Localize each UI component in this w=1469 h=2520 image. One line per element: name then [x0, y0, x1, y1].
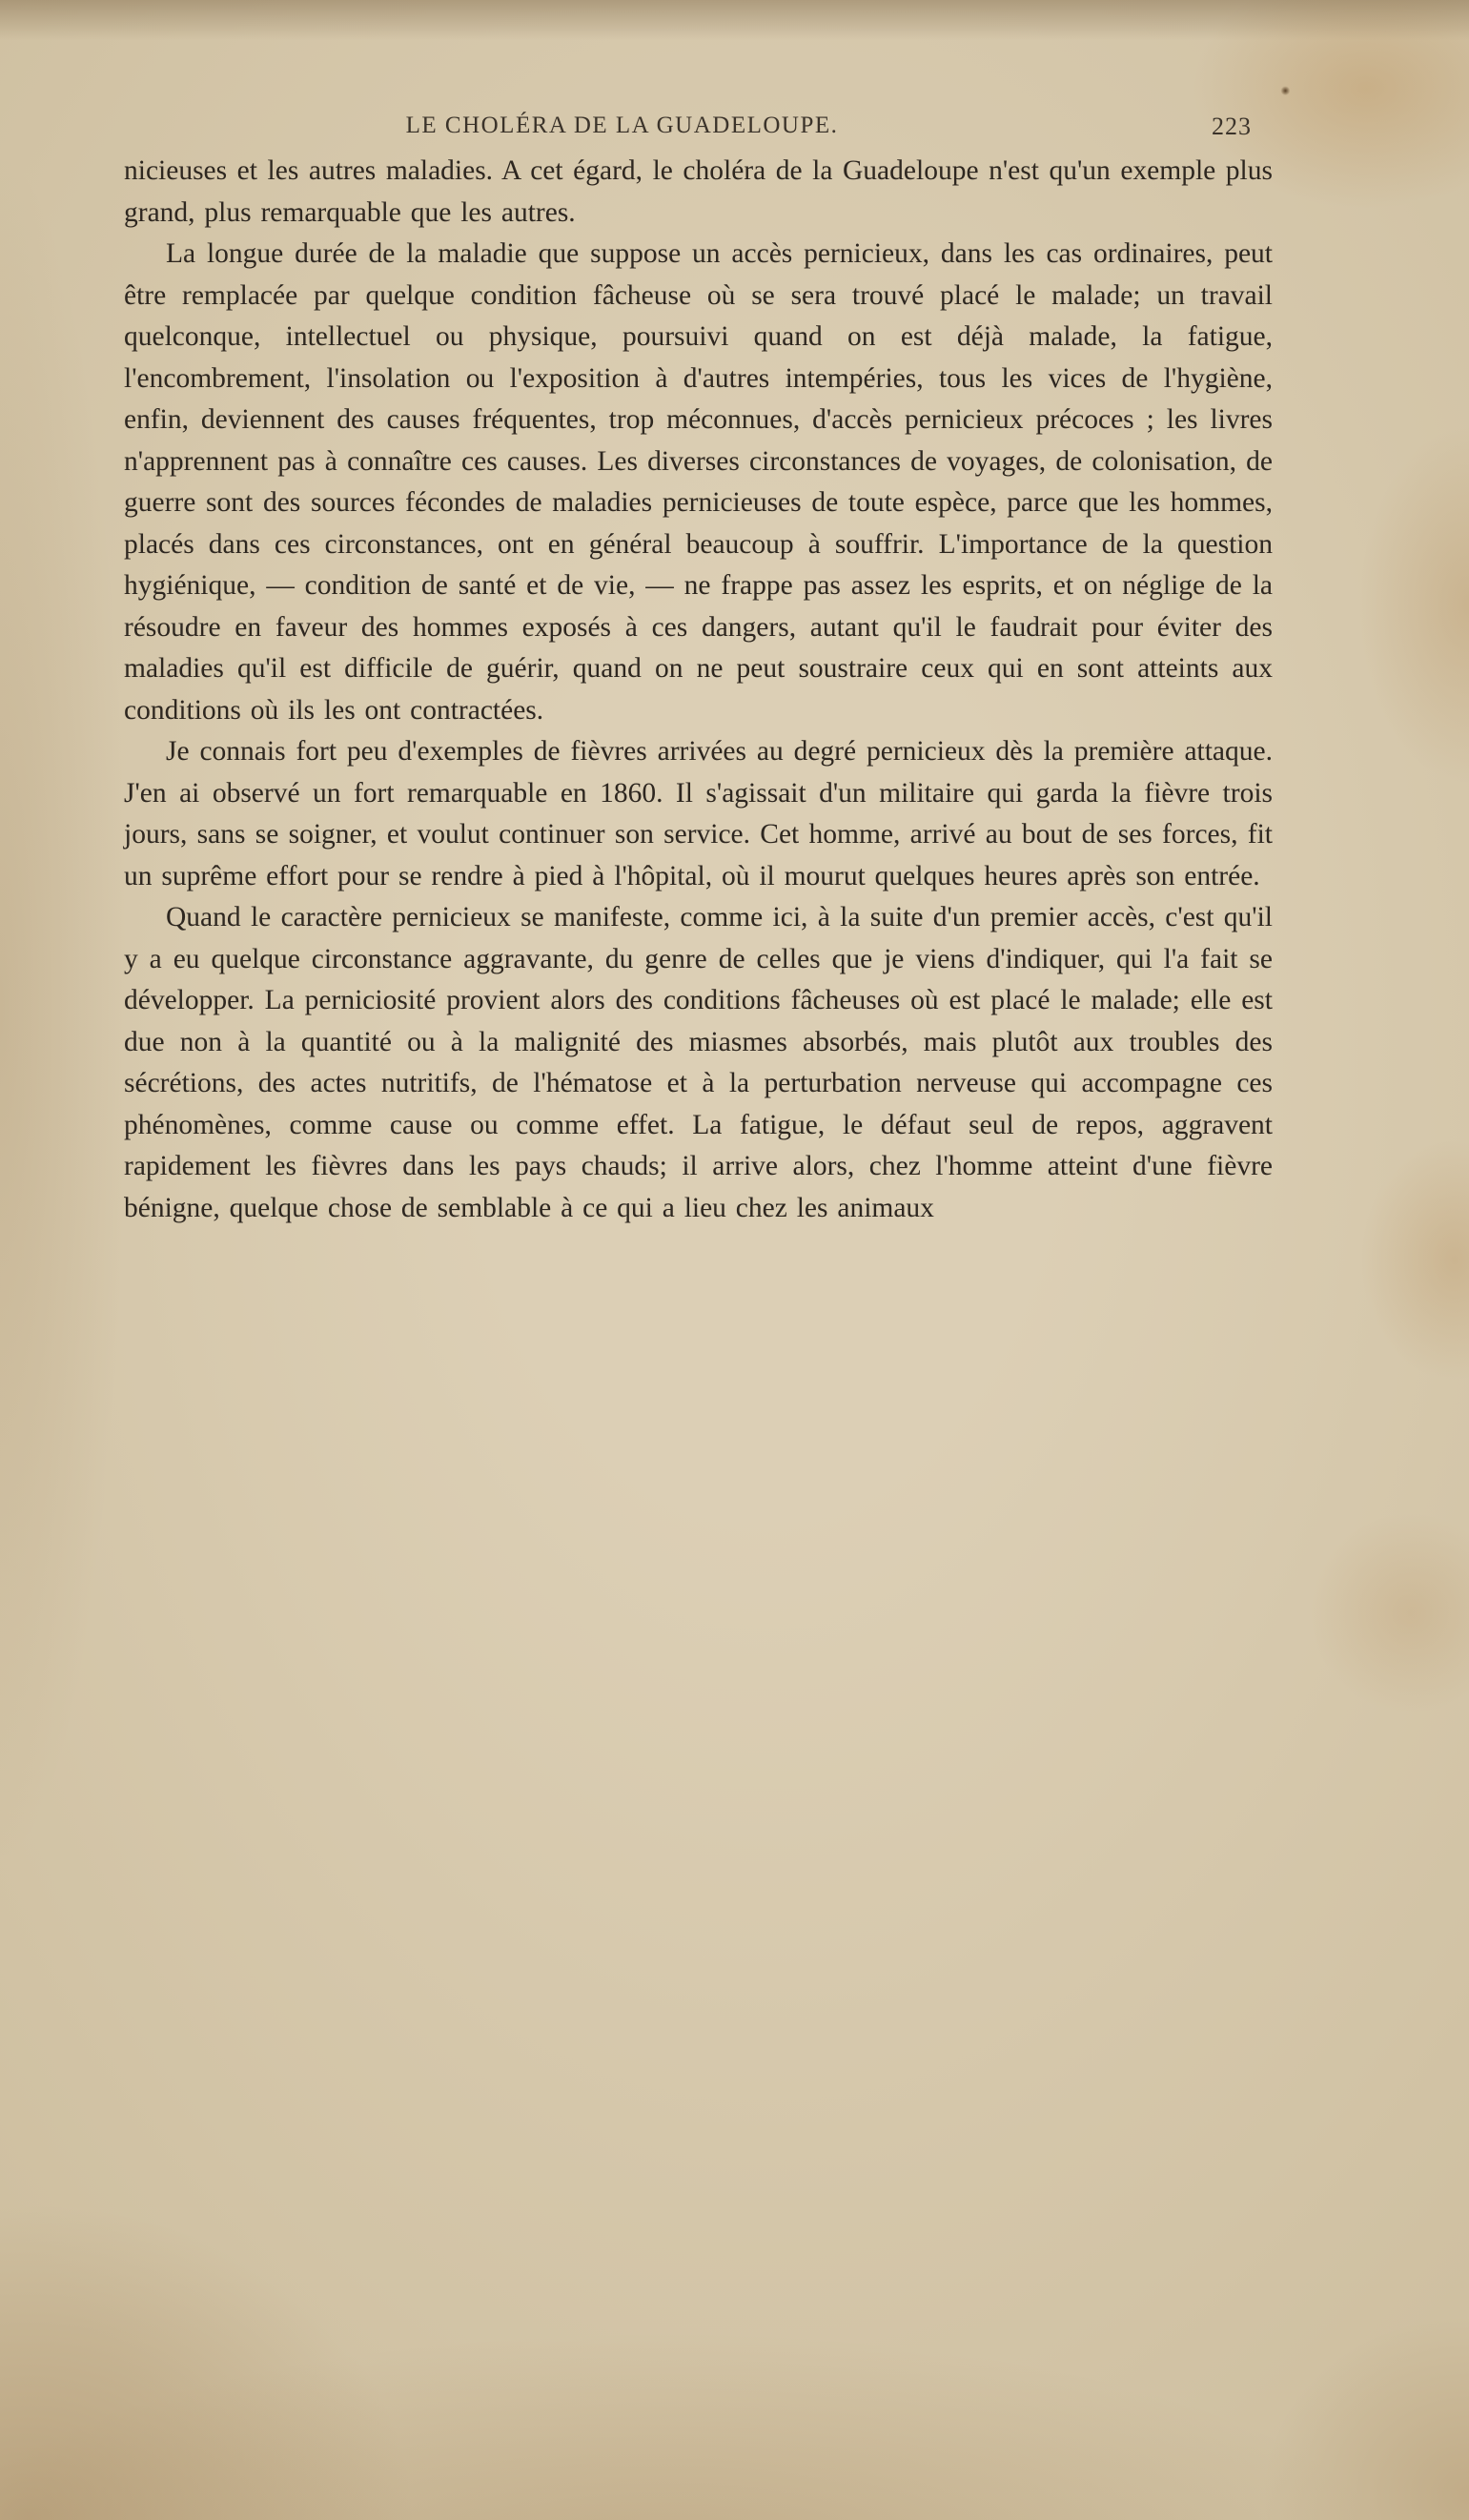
running-head-title: LE CHOLÉRA DE LA GUADELOUPE.	[405, 113, 839, 138]
running-head	[124, 113, 1273, 145]
page-number: 223	[1212, 113, 1252, 140]
text-block	[124, 151, 1273, 1229]
paragraph: La longue durée de la maladie que suppose un accès pernicieux, dans les cas ordinaires, peut être remplacée par quelque condition fâcheuse où se sera trouvé placé le malade; un travail quelconque, intellectuel ou physique, poursuivi quand on est déjà malade, la fatigue, l'encombrement, l'insolation ou l'exposition à d'autres intempéries, tous les vices de l'hygiène, enfin, deviennent des causes fréquentes, trop méconnues, d'accès pernicieux précoces ; les livres n'apprennent pas à connaître ces causes. Les diverses circonstances de voyages, de colonisation, de guerre sont des sources fécondes de maladies pernicieuses de toute espèce, parce que les hommes, placés dans ces circonstances, ont en général beaucoup à souffrir. L'importance de la question hygiénique, — condition de santé et de vie, — ne frappe pas assez les esprits, et on néglige de la résoudre en faveur des hommes exposés à ces dangers, autant qu'il le faudrait pour éviter des maladies qu'il est difficile de guérir, quand on ne peut soustraire ceux qui en sont atteints aux conditions où ils les ont contractées.	[124, 238, 1273, 726]
paragraph: Quand le caractère pernicieux se manifeste, comme ici, à la suite d'un premier accès, c'est qu'il y a eu quelque circonstance aggravante, du genre de celles que je viens d'indiquer, qui l'a fait se développer. La perniciosité provient alors des conditions fâcheuses où est placé le malade; elle est due non à la quantité ou à la malignité des miasmes absorbés, mais plutôt aux troubles des sécrétions, des actes nutritifs, de l'hématose et à la perturbation nerveuse qui accompagne ces phénomènes, comme cause ou comme effet. La fatigue, le défaut seul de repos, aggravent rapidement les fièvres dans les pays chauds; il arrive alors, chez l'homme atteint d'une fièvre bénigne, quelque chose de semblable à ce qui a lieu chez les animaux	[124, 902, 1273, 1223]
paragraph: Je connais fort peu d'exemples de fièvres arrivées au degré pernicieux dès la première attaque. J'en ai observé un fort remarquable en 1860. Il s'agissait d'un militaire qui garda la fièvre trois jours, sans se soigner, et voulut continuer son service. Cet homme, arrivé au bout de ses forces, fit un suprême effort pour se rendre à pied à l'hôpital, où il mourut quelques heures après son entrée.	[124, 736, 1273, 891]
paragraph-continuation: nicieuses et les autres maladies. A cet égard, le choléra de la Guadeloupe n'est qu'un exemple plus grand, plus remarquable que les autres.	[124, 155, 1273, 228]
